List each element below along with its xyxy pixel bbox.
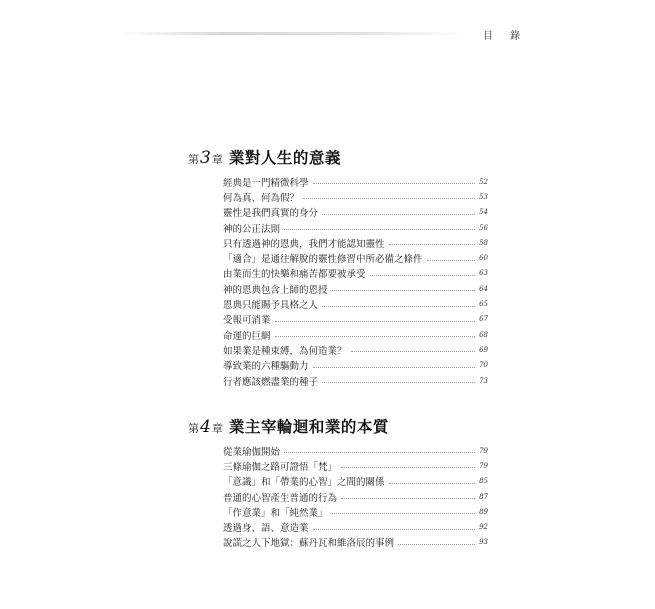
dot-leader [275, 336, 475, 337]
dot-leader [389, 244, 475, 245]
chapter-suffix: 章 [211, 153, 223, 166]
toc-entry-title: 「意識」和「帶業的心智」之間的關係 [223, 477, 385, 489]
toc-entry-title: 神的公正法則 [223, 223, 281, 235]
toc-entry-title: 透過身、語、意造業 [223, 523, 309, 535]
toc-entry-page: 63 [479, 269, 488, 278]
dot-leader [351, 351, 475, 352]
toc-entry-list [188, 443, 488, 550]
chapter-prefix: 第 [188, 422, 199, 435]
dot-leader [370, 275, 475, 276]
toc-entry-title: 命運的巨網 [223, 330, 271, 342]
toc-entry-page: 52 [479, 177, 488, 186]
toc-entry-page: 89 [479, 507, 488, 516]
toc-entry[interactable] [223, 250, 488, 265]
toc-entry[interactable] [223, 296, 488, 311]
toc-entry-page: 68 [479, 330, 488, 339]
toc-entry-title: 靈性是我們真實的身分 [223, 208, 319, 220]
toc-entry-page: 92 [479, 523, 488, 532]
toc-entry-title: 如果業是種束縛，為何造業？ [223, 345, 347, 357]
toc-entry[interactable] [223, 519, 488, 534]
dot-leader [313, 529, 475, 530]
dot-leader [398, 544, 475, 545]
header-rule [118, 32, 468, 35]
chapter-title: 業主宰輪迴和業的本質 [228, 417, 389, 436]
dot-leader [341, 498, 475, 499]
toc-entry-title: 「適合」是通往解脫的靈性修習中所必備之條件 [223, 254, 423, 266]
toc-entry-page: 58 [479, 238, 488, 247]
toc-entry[interactable] [223, 373, 488, 388]
toc-entry[interactable] [223, 358, 488, 373]
toc-entry-title: 經典是一門精微科學 [223, 177, 309, 189]
toc-entry-page: 53 [479, 192, 488, 201]
chapter-number: 3 [200, 148, 211, 168]
toc-entry-title: 三條瑜伽之路可證悟「梵」 [223, 461, 338, 473]
chapter-suffix: 章 [211, 422, 223, 435]
toc-entry-title: 只有透過神的恩典，我們才能認知靈性 [223, 238, 385, 250]
toc-entry-title: 「作意業」和「純然業」 [223, 507, 328, 519]
toc-entry-title: 說謊之人下地獄：蘇丹瓦和維洛辰的事例 [223, 538, 395, 550]
toc-entry-title: 普通的心智產生普通的行為 [223, 492, 338, 504]
toc-entry-title: 受報可消業 [223, 315, 271, 327]
toc-entry[interactable] [223, 235, 488, 250]
toc-entry[interactable] [223, 458, 488, 473]
toc-entry[interactable] [223, 205, 488, 220]
dot-leader [427, 260, 475, 261]
toc-entry-page: 69 [479, 345, 488, 354]
toc-entry-list [188, 174, 488, 388]
toc-entry-title: 導致業的六種驅動力 [223, 361, 309, 373]
toc-entry-title: 由業而生的快樂和痛苦都要被承受 [223, 269, 366, 281]
dot-leader [341, 467, 475, 468]
toc-entry-page: 79 [479, 461, 488, 470]
toc-entry-title: 神的恩典包含上師的恩授 [223, 284, 328, 296]
chapter-number: 4 [200, 417, 211, 437]
toc-entry[interactable] [223, 189, 488, 204]
chapter-prefix: 第 [188, 153, 199, 166]
toc-entry[interactable] [223, 489, 488, 504]
chapter-heading [188, 146, 488, 168]
toc-entry-title: 何為真、何為假？ [223, 192, 300, 204]
dot-leader [389, 483, 475, 484]
toc-entry[interactable] [223, 266, 488, 281]
toc-entry-page: 65 [479, 300, 488, 309]
toc-entry-page: 54 [479, 208, 488, 217]
chapter-4 [188, 415, 488, 550]
dot-leader [284, 452, 475, 453]
dot-leader [332, 513, 475, 514]
toc-entry-page: 70 [479, 361, 488, 370]
dot-leader [322, 382, 475, 383]
toc-entry[interactable] [223, 535, 488, 550]
toc-entry-page: 60 [479, 254, 488, 263]
toc-entry-page: 64 [479, 284, 488, 293]
toc-entry-page: 56 [479, 223, 488, 232]
dot-leader [322, 214, 475, 215]
toc-entry-title: 行者應該燃盡業的種子 [223, 376, 319, 388]
toc-entry-title: 從業瑜伽開始 [223, 446, 281, 458]
toc-entry[interactable] [223, 443, 488, 458]
toc-entry-page: 93 [479, 538, 488, 547]
toc-entry[interactable] [223, 342, 488, 357]
toc-entry-page: 79 [479, 446, 488, 455]
toc-entry-page: 67 [479, 315, 488, 324]
chapter-3 [188, 146, 488, 388]
toc-entry[interactable] [223, 504, 488, 519]
toc-entry-title: 恩典只能賜予具格之人 [223, 300, 319, 312]
chapter-title: 業對人生的意義 [228, 148, 341, 167]
dot-leader [332, 290, 475, 291]
toc-entry[interactable] [223, 474, 488, 489]
dot-leader [313, 367, 475, 368]
chapter-heading [188, 415, 488, 437]
toc-entry[interactable] [223, 281, 488, 296]
toc-entry[interactable] [223, 174, 488, 189]
toc-entry[interactable] [223, 327, 488, 342]
toc-entry-page: 73 [479, 376, 488, 385]
dot-leader [322, 306, 475, 307]
toc-entry[interactable] [223, 220, 488, 235]
dot-leader [313, 183, 475, 184]
toc-entry[interactable] [223, 312, 488, 327]
page-header-title: 目 錄 [483, 31, 528, 42]
dot-leader [275, 321, 475, 322]
dot-leader [303, 198, 475, 199]
toc-entry-page: 85 [479, 477, 488, 486]
dot-leader [284, 229, 475, 230]
toc-entry-page: 87 [479, 492, 488, 501]
